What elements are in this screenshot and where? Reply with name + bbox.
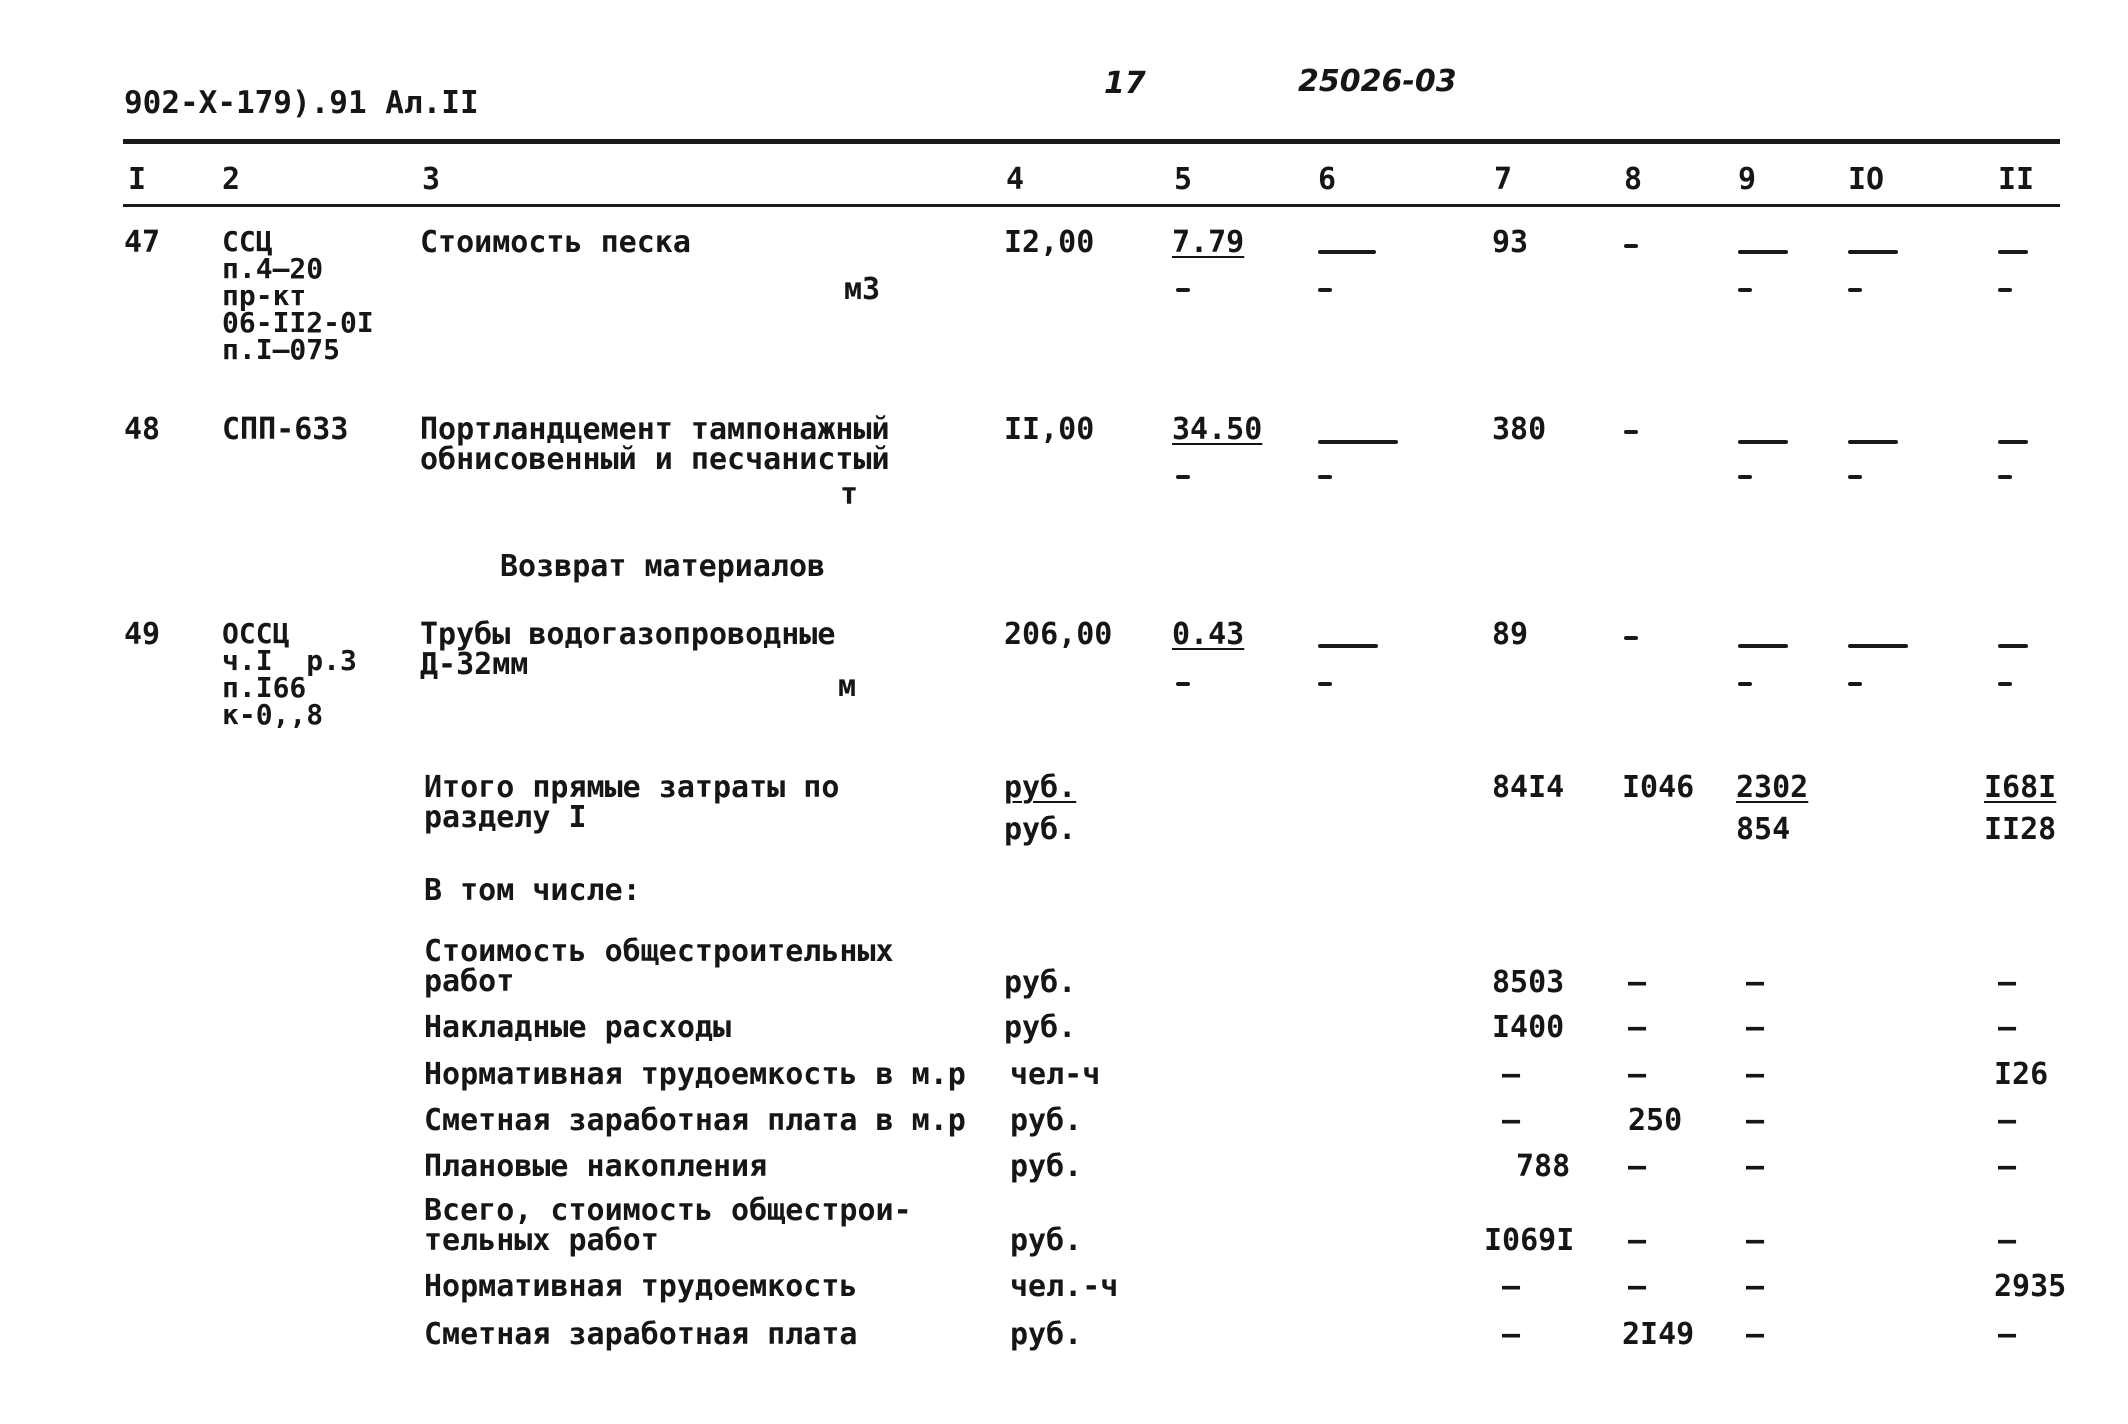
breakdown-label: Сметная заработная плата в м.р <box>424 1103 966 1138</box>
breakdown-col11: — <box>1997 965 2017 1000</box>
including-label: В том числе: <box>424 873 641 908</box>
breakdown-label: Стоимость общестроительных работ <box>424 934 894 999</box>
dash-mark <box>1738 288 1752 292</box>
breakdown-col8: — <box>1627 965 1647 1000</box>
row-unit: м <box>838 669 857 704</box>
breakdown-unit: руб. <box>1010 1149 1083 1184</box>
breakdown-label: Нормативная трудоемкость <box>424 1269 858 1304</box>
dash-mark <box>1998 475 2012 479</box>
document-code: 902-Х-179).91 Ал.II <box>124 85 479 121</box>
dash-mark <box>1624 430 1638 434</box>
breakdown-unit: руб. <box>1010 1223 1083 1258</box>
row-code: СПП-633 <box>222 412 349 447</box>
dash-mark <box>1998 440 2028 444</box>
table-top-rule <box>123 139 2060 144</box>
row-unit: м3 <box>844 272 881 307</box>
breakdown-col7: — <box>1501 1103 1521 1138</box>
breakdown-col7: 788 <box>1516 1149 1571 1184</box>
breakdown-col7: I069I <box>1484 1223 1575 1258</box>
dash-mark <box>1738 682 1752 686</box>
breakdown-unit: руб. <box>1010 1103 1083 1138</box>
breakdown-col9: — <box>1745 965 1765 1000</box>
dash-mark <box>1624 636 1638 640</box>
registration-number: 25026-03 <box>1298 64 1457 99</box>
breakdown-col7: 8503 <box>1492 965 1565 1000</box>
page-number: 17 <box>1104 66 1146 101</box>
dash-mark <box>1848 682 1862 686</box>
totals-col9-top: 2302 <box>1736 770 1809 805</box>
breakdown-col11: — <box>1997 1149 2017 1184</box>
row-number: 47 <box>124 225 161 260</box>
breakdown-col7: I400 <box>1492 1010 1565 1045</box>
col-header-10: IO <box>1848 162 1885 197</box>
breakdown-col9: — <box>1745 1149 1765 1184</box>
breakdown-col7: — <box>1501 1269 1521 1304</box>
dash-mark <box>1176 475 1190 479</box>
totals-unit-bottom: руб. <box>1004 812 1077 847</box>
breakdown-unit: руб. <box>1010 1317 1083 1352</box>
col-header-8: 8 <box>1624 162 1643 197</box>
col-header-7: 7 <box>1494 162 1513 197</box>
col-header-6: 6 <box>1318 162 1337 197</box>
breakdown-col9: — <box>1745 1317 1765 1352</box>
breakdown-col8: — <box>1627 1057 1647 1092</box>
totals-col7: 84I4 <box>1492 770 1565 805</box>
dash-mark <box>1318 288 1332 292</box>
breakdown-col11: I26 <box>1994 1057 2049 1092</box>
row-name: Стоимость песка <box>420 225 691 260</box>
breakdown-col11: — <box>1997 1010 2017 1045</box>
dash-mark <box>1176 682 1190 686</box>
dash-mark <box>1738 440 1788 444</box>
col-header-3: 3 <box>422 162 441 197</box>
breakdown-col11: — <box>1997 1103 2017 1138</box>
col-header-1: I <box>128 162 147 197</box>
breakdown-col11: — <box>1997 1317 2017 1352</box>
row-total: 89 <box>1492 617 1529 652</box>
breakdown-col7: — <box>1501 1057 1521 1092</box>
row-quantity: II,00 <box>1004 412 1095 447</box>
row-unit-price: 0.43 <box>1172 617 1245 652</box>
totals-col8: I046 <box>1622 770 1695 805</box>
table-header-rule <box>123 204 2060 207</box>
section-heading: Возврат материалов <box>500 549 826 584</box>
breakdown-col8: — <box>1627 1149 1647 1184</box>
row-name: Трубы водогазопроводные Д-32мм <box>420 617 836 682</box>
totals-unit-top: руб. <box>1004 770 1077 805</box>
dash-mark <box>1848 475 1862 479</box>
breakdown-col8: 2I49 <box>1622 1317 1695 1352</box>
breakdown-unit: руб. <box>1004 1010 1077 1045</box>
breakdown-label: Всего, стоимость общестрои- тельных работ <box>424 1193 912 1258</box>
row-quantity: I2,00 <box>1004 225 1095 260</box>
dash-mark <box>1738 475 1752 479</box>
col-header-11: II <box>1998 162 2035 197</box>
dash-mark <box>1318 644 1378 648</box>
row-total: 93 <box>1492 225 1529 260</box>
row-quantity: 206,00 <box>1004 617 1113 652</box>
row-number: 49 <box>124 617 161 652</box>
breakdown-col8: 250 <box>1628 1103 1683 1138</box>
dash-mark <box>1998 250 2028 254</box>
totals-col11-top: I68I <box>1984 770 2057 805</box>
row-unit-price: 34.50 <box>1172 412 1263 447</box>
breakdown-unit: руб. <box>1004 965 1077 1000</box>
dash-mark <box>1848 288 1862 292</box>
row-code: ОССЦ ч.I р.3 п.I66 к-0,,8 <box>222 617 357 731</box>
dash-mark <box>1318 682 1332 686</box>
breakdown-col9: — <box>1745 1103 1765 1138</box>
breakdown-col8: — <box>1627 1269 1647 1304</box>
dash-mark <box>1998 644 2028 648</box>
totals-col11-bottom: II28 <box>1984 812 2057 847</box>
row-name: Портландцемент тампонажный обнисовенный и песчанистый <box>420 412 890 477</box>
breakdown-col11: 2935 <box>1994 1269 2067 1304</box>
row-unit-price: 7.79 <box>1172 225 1245 260</box>
totals-label: Итого прямые затраты по разделу I <box>424 770 840 835</box>
breakdown-col8: — <box>1627 1223 1647 1258</box>
col-header-4: 4 <box>1006 162 1025 197</box>
breakdown-col9: — <box>1745 1057 1765 1092</box>
breakdown-col9: — <box>1745 1223 1765 1258</box>
dash-mark <box>1318 250 1376 254</box>
dash-mark <box>1738 644 1788 648</box>
dash-mark <box>1998 682 2012 686</box>
dash-mark <box>1738 250 1788 254</box>
col-header-2: 2 <box>222 162 241 197</box>
breakdown-label: Нормативная трудоемкость в м.р <box>424 1057 966 1092</box>
breakdown-label: Сметная заработная плата <box>424 1317 858 1352</box>
col-header-5: 5 <box>1174 162 1193 197</box>
breakdown-unit: чел.-ч <box>1010 1269 1119 1304</box>
col-header-9: 9 <box>1738 162 1757 197</box>
breakdown-label: Плановые накопления <box>424 1149 768 1184</box>
breakdown-label: Накладные расходы <box>424 1010 732 1045</box>
dash-mark <box>1848 250 1898 254</box>
dash-mark <box>1318 475 1332 479</box>
dash-mark <box>1848 644 1908 648</box>
dash-mark <box>1624 244 1638 248</box>
dash-mark <box>1176 288 1190 292</box>
breakdown-col11: — <box>1997 1223 2017 1258</box>
row-number: 48 <box>124 412 161 447</box>
breakdown-col8: — <box>1627 1010 1647 1045</box>
dash-mark <box>1848 440 1898 444</box>
breakdown-unit: чел-ч <box>1010 1057 1101 1092</box>
dash-mark <box>1998 288 2012 292</box>
breakdown-col9: — <box>1745 1269 1765 1304</box>
breakdown-col9: — <box>1745 1010 1765 1045</box>
totals-col9-bottom: 854 <box>1736 812 1791 847</box>
row-code: ССЦ п.4—20 пр-кт 06-II2-0I п.I—075 <box>222 225 374 366</box>
dash-mark <box>1318 440 1398 444</box>
breakdown-col7: — <box>1501 1317 1521 1352</box>
row-unit: т <box>840 477 859 512</box>
row-total: 380 <box>1492 412 1547 447</box>
